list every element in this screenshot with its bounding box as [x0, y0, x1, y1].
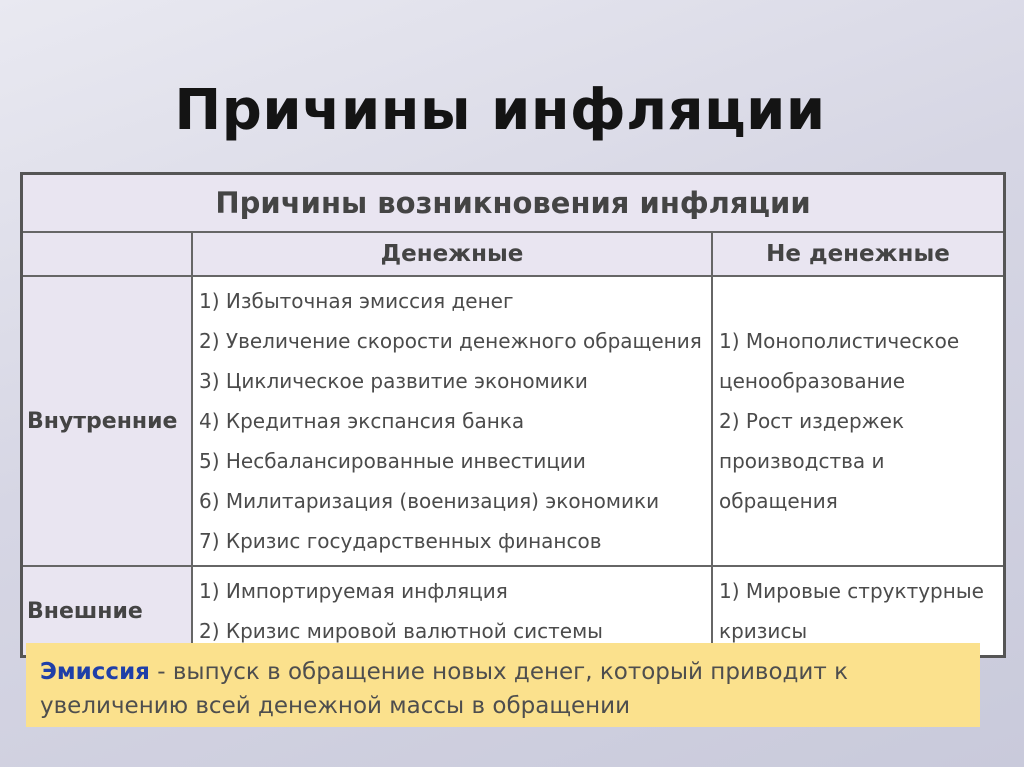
row-label-external: Внешние [22, 566, 193, 657]
definition-term: Эмиссия [40, 659, 150, 685]
definition-text: - выпуск в обращение новых денег, который приводит к увеличению всей денежной массы в обращении [40, 659, 848, 719]
list-item: 1) Мировые структурные кризисы [719, 579, 984, 643]
table-title: Причины возникновения инфляции [22, 174, 1005, 233]
slide-title: Причины инфляции [174, 78, 826, 143]
list-item: 2) Рост издержек производства и обращения [719, 409, 905, 513]
definition-box [26, 643, 980, 727]
list-item: 1) Избыточная эмиссия денег [199, 289, 514, 313]
list-item: 3) Циклическое развитие экономики [199, 369, 588, 393]
header-non-monetary: Не денежные [712, 232, 1005, 276]
internal-non-monetary-cell [712, 276, 1005, 566]
internal-monetary-cell [192, 276, 712, 566]
header-monetary: Денежные [192, 232, 712, 276]
list-item: 4) Кредитная экспансия банка [199, 409, 525, 433]
list-item: 2) Кризис мировой валютной системы [199, 619, 603, 643]
corner-cell [22, 232, 193, 276]
list-item: 5) Несбалансированные инвестиции [199, 449, 586, 473]
list-item: 7) Кризис государственных финансов [199, 529, 602, 553]
list-item: 6) Милитаризация (военизация) экономики [199, 489, 660, 513]
list-item: 1) Импортируемая инфляция [199, 579, 508, 603]
list-item: 2) Увеличение скорости денежного обращения [199, 329, 702, 353]
list-item: 1) Монополистическое ценообразование [719, 329, 960, 393]
inflation-causes-table [20, 172, 1006, 658]
row-label-internal: Внутренние [22, 276, 193, 566]
